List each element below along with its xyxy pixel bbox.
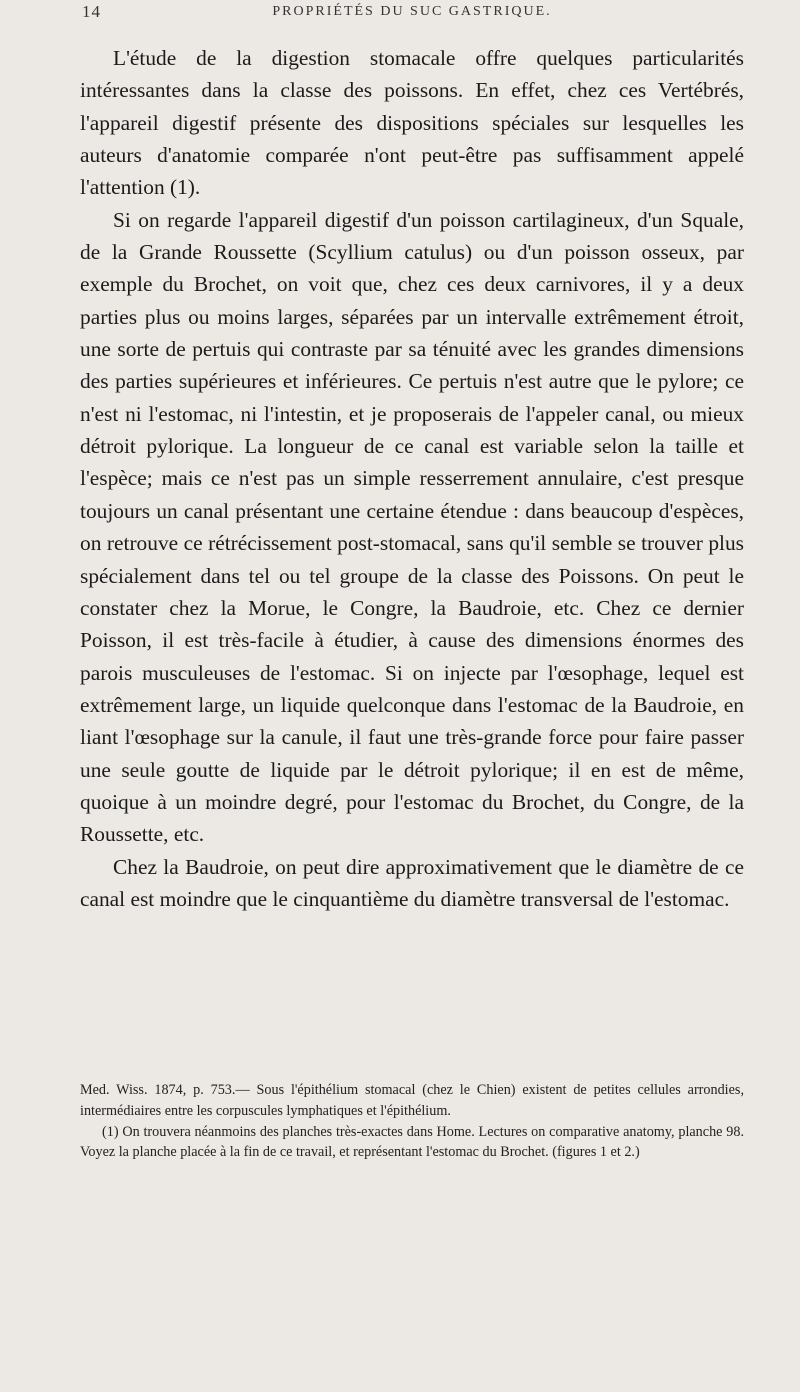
footnote-1: (1) On trouvera néanmoins des planches très-exactes dans Home. Lectures on comparative anatomy, planche 98. Voyez la planche placée à la fin de ce travail, et représentant l'estomac du Brochet. (figures 1 et 2.) bbox=[80, 1123, 744, 1161]
footnote-continued: Med. Wiss. 1874, p. 753.— Sous l'épithélium stomacal (chez le Chien) existent de petites cellules arrondies, intermédiaires entre les corpuscules lymphatiques et l'épithélium. bbox=[80, 1082, 744, 1119]
paragraph-1: L'étude de la digestion stomacale offre quelques particularités intéressantes dans la classe des poissons. En effet, chez ces Vertébrés, l'appareil digestif présente des dispositions spéciales sur lesquelles les auteurs d'anatomie comparée n'ont peut-être pas suffisamment appelé l'attention (1). bbox=[80, 46, 744, 200]
footnotes bbox=[80, 1080, 744, 1163]
page-number: 14 bbox=[82, 2, 101, 21]
page-header bbox=[82, 2, 742, 24]
paragraph-3: Chez la Baudroie, on peut dire approximativement que le diamètre de ce canal est moindre que le cinquantième du diamètre transversal de l'estomac. bbox=[80, 854, 744, 911]
paragraph-2: Si on regarde l'appareil digestif d'un poisson cartilagineux, d'un Squale, de la Grande Roussette (Scyllium catulus) ou d'un poisson osseux, par exemple du Brochet, on voit que, chez ces deux carnivores, il y a deux parties plus ou moins larges, séparées par un intervalle extrêmement étroit, une sorte de pertuis qui contraste par sa ténuité avec les grandes dimensions des parties supérieures et inférieures. Ce pertuis n'est autre que le pylore; ce n'est ni l'estomac, ni l'intestin, et je proposerais de l'appeler canal, ou mieux détroit pylorique. La longueur de ce canal est variable selon la taille et l'espèce; mais ce n'est pas un simple resserrement annulaire, c'est presque toujours un canal présentant une certaine étendue : dans beaucoup d'espèces, on retrouve ce rétrécissement post-stomacal, sans qu'il semble se trouver plus spécialement dans tel ou tel groupe de la classe des Poissons. On peut le constater chez la Morue, le Congre, la Baudroie, etc. Chez ce dernier Poisson, il est très-facile à étudier, à cause des dimensions énormes des parois musculeuses de l'estomac. Si on injecte par l'œsophage, lequel est extrêmement large, un liquide quelconque dans l'estomac de la Baudroie, en liant l'œsophage sur la canule, il faut une très-grande force pour faire passer une seule goutte de liquide par le détroit pylorique; il en est de même, quoique à un moindre degré, pour l'estomac du Brochet, du Congre, de la Roussette, etc. bbox=[80, 207, 744, 847]
main-text bbox=[80, 42, 744, 915]
running-head: PROPRIÉTÉS DU SUC GASTRIQUE. bbox=[272, 4, 552, 19]
